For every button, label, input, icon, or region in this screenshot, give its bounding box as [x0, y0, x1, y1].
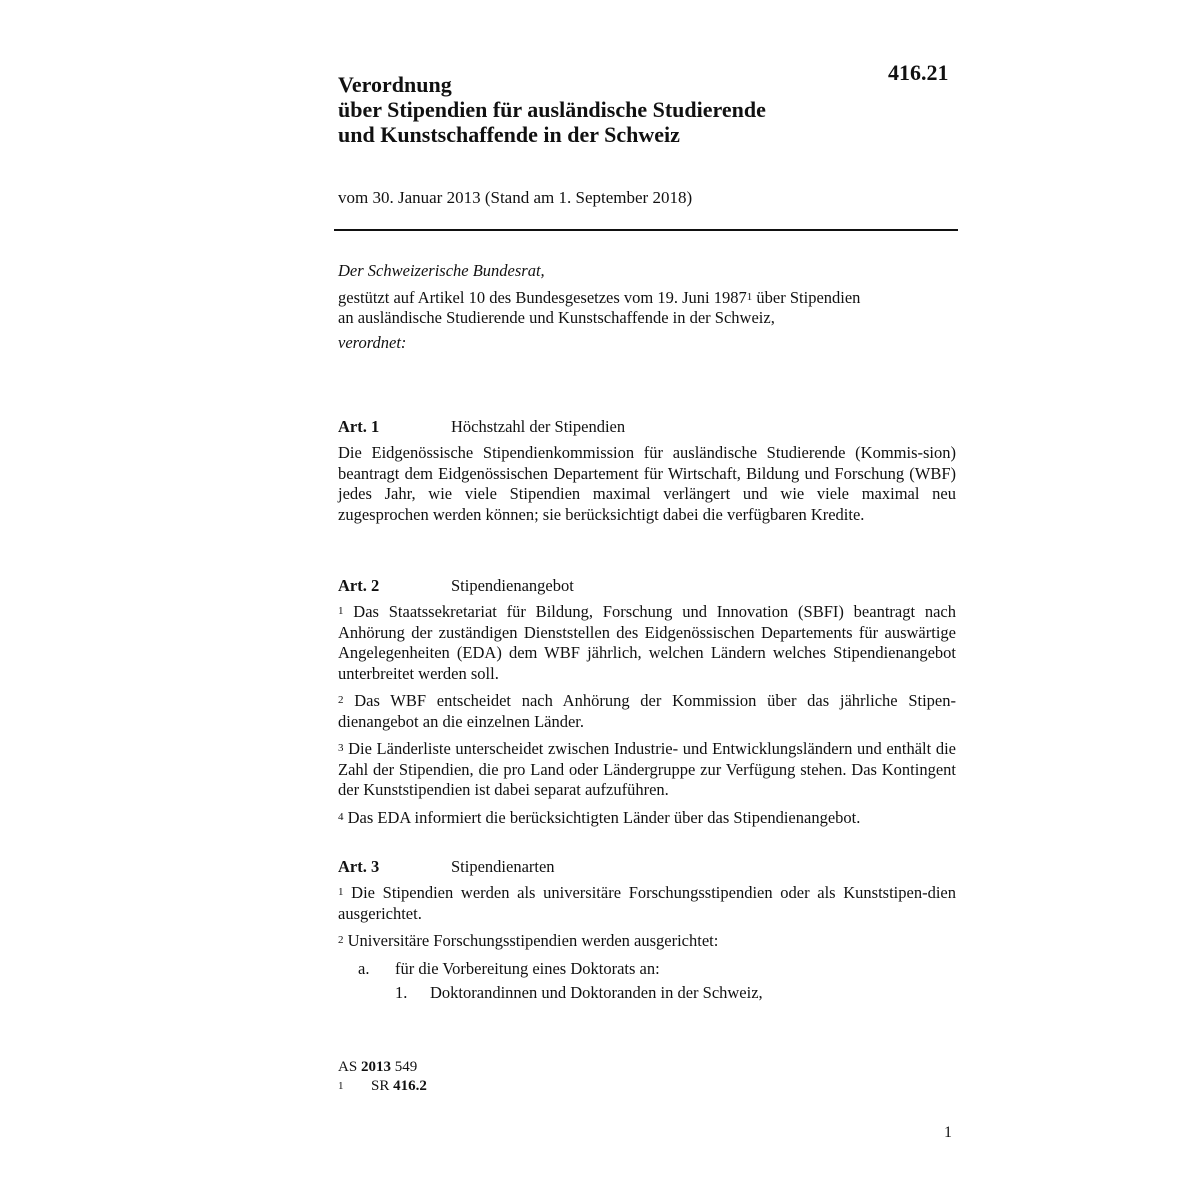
paragraph-number: 2	[338, 934, 344, 946]
list-item	[358, 959, 956, 980]
paragraph-text: Die Länderliste unterscheidet zwischen Industrie- und Entwicklungsländern und enthält die Zahl der Stipendien, die pro Land oder Ländergruppe zur Verfügung stehen. Das Kontingent der Kunststipendien ist dabei separat aufzuführen.	[338, 739, 956, 799]
as-year: 2013	[360, 1059, 391, 1075]
title-line: über Stipendien für ausländische Studierende	[338, 97, 766, 122]
footnote-ref[interactable]: 1	[746, 290, 753, 303]
preamble	[338, 261, 958, 353]
sr-ref-number: 416.2	[393, 1078, 427, 1094]
header-rule	[334, 229, 958, 231]
article-title: Höchstzahl der Stipendien	[451, 417, 626, 436]
list-text: Doktorandinnen und Doktoranden in der Schweiz,	[430, 983, 763, 1002]
footnote-1	[338, 1077, 427, 1096]
date-line: vom 30. Januar 2013 (Stand am 1. September 2018)	[338, 188, 693, 207]
as-prefix: AS	[338, 1059, 361, 1075]
preamble-authority: Der Schweizerische Bundesrat,	[338, 261, 545, 280]
list-item	[395, 983, 956, 1004]
document-title	[338, 72, 766, 147]
as-reference	[338, 1058, 427, 1077]
sr-number: 416.21	[888, 60, 949, 85]
sr-prefix: SR	[371, 1078, 394, 1094]
article-paragraph	[338, 883, 956, 924]
article-title: Stipendienangebot	[451, 576, 574, 595]
article-title: Stipendienarten	[451, 857, 555, 876]
article-heading	[338, 856, 956, 878]
article-heading	[338, 416, 956, 438]
preamble-decree: verordnet:	[338, 332, 407, 352]
article-paragraph	[338, 691, 956, 732]
paragraph-number: 3	[338, 742, 344, 754]
article-paragraph: Die Eidgenössische Stipendienkommission für ausländische Studierende (Kommis-sion) beantragt dem Eidgenössischen Departement für Wirtschaft, Bildung und Forschung (WBF) jedes Jahr, wie viele Stipendien maximal verlängert und wie viele maximal neu zugesprochen werden können; sie berücksichtigt dabei die verfügbaren Kredite.	[338, 443, 956, 524]
preamble-basis	[338, 288, 958, 329]
as-page: 549	[390, 1059, 418, 1075]
paragraph-text: Das WBF entscheidet nach Anhörung der Kommission über das jährliche Stipen-dienangebot an die einzelnen Länder.	[338, 691, 956, 731]
list-text: für die Vorbereitung eines Doktorats an:	[395, 958, 660, 978]
footnotes	[338, 1058, 427, 1096]
preamble-basis-text: gestützt auf Artikel 10 des Bundesgesetzes vom 19. Juni 1987	[338, 287, 747, 307]
article-2	[338, 575, 956, 835]
article-paragraph	[338, 931, 956, 952]
paragraph-number: 4	[338, 810, 344, 823]
paragraph-text: Universitäre Forschungsstipendien werden ausgerichtet:	[343, 931, 719, 950]
paragraph-number: 1	[338, 886, 344, 898]
page-number: 1	[944, 1124, 952, 1141]
article-paragraph	[338, 739, 956, 801]
paragraph-number: 1	[338, 605, 344, 617]
article-3	[338, 856, 956, 1004]
title-line: und Kunstschaffende in der Schweiz	[338, 122, 680, 147]
title-line: Verordnung	[338, 72, 452, 97]
list-label: a.	[358, 958, 370, 978]
preamble-basis-text: an ausländische Studierende und Kunstschaffende in der Schweiz,	[338, 308, 775, 327]
paragraph-number: 2	[338, 694, 344, 706]
paragraph-text: Die Stipendien werden als universitäre Forschungsstipendien oder als Kunststipen-dien ausgerichtet.	[338, 883, 956, 923]
article-paragraph	[338, 602, 956, 684]
article-heading	[338, 575, 956, 597]
footnote-number: 1	[338, 1080, 344, 1092]
article-number: Art. 1	[338, 417, 380, 436]
paragraph-text: Das Staatssekretariat für Bildung, Forschung und Innovation (SBFI) beantragt nach Anhörung der zuständigen Dienststellen des Eidgenössischen Departements für auswärtige Angelegenheiten (EDA) dem WBF jährlich, welchen Ländern welches Stipendienangebot unterbreitet werden soll.	[338, 602, 956, 683]
article-paragraph	[338, 808, 956, 829]
paragraph-text: Das EDA informiert die berücksichtigten Länder über das Stipendienangebot.	[343, 807, 861, 827]
list-label: 1.	[395, 983, 408, 1002]
article-number: Art. 3	[338, 857, 380, 876]
article-number: Art. 2	[338, 576, 380, 595]
preamble-basis-text: über Stipendien	[752, 287, 861, 307]
article-1	[338, 416, 956, 532]
